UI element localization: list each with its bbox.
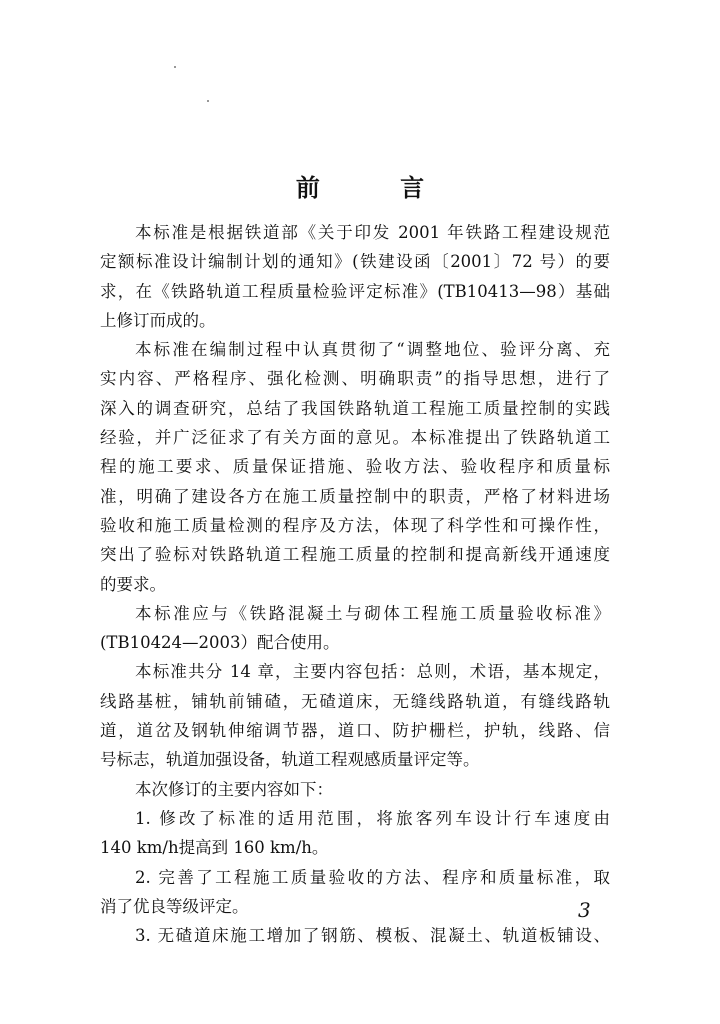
text-line: 本标准应与《铁路混凝土与砌体工程施工质量验收标准》 [135,603,610,623]
text-line: 实内容、严格程序、强化检测、明确职责”的指导思想，进行了 [100,369,610,389]
text-line: 本标准在编制过程中认真贯彻了“调整地位、验评分离、充 [135,340,610,360]
page-number: 3 [578,898,591,922]
text-line: 本标准是根据铁道部《关于印发 2001 年铁路工程建设规范 [135,223,610,242]
text-line: 求，在《铁路轨道工程质量检验评定标准》(TB10413—98）基础 [100,281,610,301]
text-line: 程的施工要求、质量保证措施、验收方法、验收程序和质量标 [100,457,610,477]
text-line: 140 km/h提高到 160 km/h。 [100,838,329,858]
text-line: 3. 无碴道床施工增加了钢筋、模板、混凝土、轨道板铺设、 [135,926,610,946]
text-line: 本次修订的主要内容如下： [135,779,333,799]
text-line: 2. 完善了工程施工质量验收的方法、程序和质量标准，取 [135,867,610,887]
text-line: (TB10424—2003）配合使用。 [100,633,340,653]
text-line: 定额标准设计编制计划的通知》(铁建设函〔2001〕72 号）的要 [100,252,610,272]
text-line: 的要求。 [100,574,166,594]
text-line: 上修订而成的。 [100,310,216,330]
text-line: 突出了验标对铁路轨道工程施工质量的控制和提高新线开通速度 [100,545,610,565]
scan-speck [207,100,209,102]
scan-speck [174,66,176,68]
text-line: 道，道岔及钢轨伸缩调节器，道口、防护栅栏，护轨，线路、信 [100,721,610,741]
text-line: 1. 修改了标准的适用范围，将旅客列车设计行车速度由 [135,808,610,828]
text-line: 经验，并广泛征求了有关方面的意见。本标准提出了铁路轨道工 [100,428,610,448]
page-title: 前 言 [295,173,461,202]
text-line: 本标准共分 14 章，主要内容包括：总则，术语，基本规定， [135,662,610,682]
text-line: 准，明确了建设各方在施工质量控制中的职责，严格了材料进场 [100,486,610,506]
text-line: 号标志，轨道加强设备，轨道工程观感质量评定等。 [100,750,480,770]
text-line: 深入的调查研究，总结了我国铁路轨道工程施工质量控制的实践 [100,398,610,418]
text-line: 线路基桩，铺轨前铺碴，无碴道床，无缝线路轨道，有缝线路轨 [100,691,610,711]
text-line: 消了优良等级评定。 [100,896,249,916]
body-text [100,218,610,950]
text-line: 验收和施工质量检测的程序及方法，体现了科学性和可操作性， [100,515,610,535]
